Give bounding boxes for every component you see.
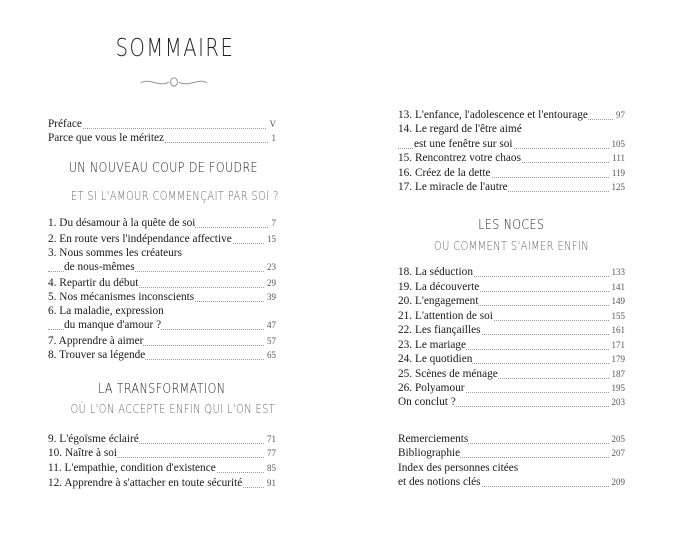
toc-page-number: 179 (609, 352, 626, 366)
swirl-ornament-icon (139, 74, 209, 90)
toc-page-number: 85 (264, 461, 276, 475)
toc-entry-title: 1. Du désamour à la quête de soi (48, 217, 196, 229)
toc-entry-title: 11. L'empathie, condition d'existence (48, 462, 216, 474)
toc-entry-title: 3. Nous sommes les créateurs (48, 247, 182, 259)
toc-entry (48, 216, 276, 230)
toc-entry (398, 137, 625, 151)
toc-entry-title: 10. Naître à soi (48, 447, 118, 459)
toc-entry-title: 8. Trouver sa légende (48, 349, 146, 361)
toc-entry (48, 131, 276, 145)
toc-entry (398, 446, 625, 460)
toc-page-number: 171 (609, 338, 626, 352)
toc-entry-title: 16. Créez de la dette (398, 167, 491, 179)
toc-entry (48, 334, 276, 348)
toc-entry-title: est une fenêtre sur soi (414, 138, 513, 150)
toc-entry-title: Index des personnes citées (398, 462, 519, 474)
toc-entry-title: 17. Le miracle de l'autre (398, 181, 508, 193)
toc-page-number: 7 (269, 216, 277, 230)
toc-entry (48, 476, 276, 490)
toc-entry (48, 348, 276, 362)
toc-page-number: 209 (609, 475, 626, 489)
toc-entry (48, 446, 276, 460)
toc-page-number: 29 (264, 276, 276, 290)
toc-entry-title: Bibliographie (398, 447, 461, 459)
toc-page-number: 57 (264, 334, 276, 348)
toc-page-number: 65 (264, 348, 276, 362)
toc-entry (48, 246, 276, 260)
toc-page-number: 141 (609, 280, 626, 294)
toc-page-number: 111 (609, 151, 625, 165)
toc-entry-title: 7. Apprendre à aimer (48, 335, 144, 347)
toc-page-number: 133 (609, 265, 626, 279)
toc-entry (398, 280, 625, 294)
toc-page-number: 187 (609, 367, 626, 381)
toc-entry-title: 19. La découverte (398, 281, 480, 293)
toc-entry-title: 14. Le regard de l'être aimé (398, 123, 522, 135)
toc-entry (398, 180, 625, 194)
toc-entry (48, 260, 276, 274)
toc-page-number: 77 (264, 446, 276, 460)
toc-page-number: 149 (609, 294, 626, 308)
toc-entry-title: 25. Scènes de ménage (398, 368, 498, 380)
toc-entry-title: 5. Nos mécanismes inconscients (48, 291, 195, 303)
toc-entry-title: 15. Rencontrez votre chaos (398, 152, 521, 164)
toc-entry (398, 432, 625, 446)
toc-page-number: 23 (264, 260, 276, 274)
toc-entry (48, 276, 276, 290)
page-title: SOMMAIRE (115, 33, 235, 62)
toc-entry (398, 151, 625, 165)
toc-page-number: 71 (264, 432, 276, 446)
toc-entry (398, 108, 625, 122)
toc-entry (48, 232, 276, 246)
toc-page-number: 125 (609, 180, 626, 194)
toc-page-number: 155 (609, 309, 626, 323)
toc-page-number: V (267, 117, 277, 131)
toc-entry-title: On conclut ? (398, 396, 456, 408)
toc-entry (398, 265, 625, 279)
toc-entry-title: 4. Repartir du début (48, 277, 139, 289)
toc-entry-title: 9. L'égoïsme éclairé (48, 433, 139, 445)
toc-entry-title: 13. L'enfance, l'adolescence et l'entourage (398, 109, 588, 121)
toc-page-number: 105 (609, 137, 626, 151)
section-subtitle: ET SI L'AMOUR COMMENÇAIT PAR SOI ? (70, 189, 279, 203)
toc-entry (398, 309, 625, 323)
toc-entry-title: 18. La séduction (398, 266, 473, 278)
section-heading: UN NOUVEAU COUP DE FOUDRE (68, 160, 258, 176)
toc-entry-title: 23. Le mariage (398, 339, 467, 351)
toc-page-number: 1 (269, 131, 277, 145)
toc-page-number: 97 (613, 108, 625, 122)
toc-page-number: 203 (609, 395, 626, 409)
toc-entry (48, 461, 276, 475)
toc-entry (398, 461, 625, 475)
toc-entry (398, 367, 625, 381)
toc-entry-title: 26. Polyamour (398, 382, 465, 394)
toc-entry (48, 432, 276, 446)
toc-entry (48, 304, 276, 318)
toc-entry-title: 21. L'attention de soi (398, 310, 493, 322)
toc-entry (398, 395, 625, 409)
toc-entry (398, 338, 625, 352)
toc-page-number: 207 (609, 446, 626, 460)
toc-entry (398, 166, 625, 180)
section-heading: LES NOCES (478, 217, 545, 233)
toc-page-number: 195 (609, 381, 626, 395)
section-subtitle: OÙ L'ON ACCEPTE ENFIN QUI L'ON EST (70, 402, 276, 416)
dot-leader (48, 128, 276, 129)
section-heading: LA TRANSFORMATION (98, 381, 226, 397)
toc-entry (48, 318, 276, 332)
toc-page-number: 205 (609, 432, 626, 446)
toc-entry-title: 22. Les fiançailles (398, 324, 481, 336)
toc-entry-title: Parce que vous le méritez (48, 132, 165, 144)
toc-entry (398, 352, 625, 366)
toc-entry-title: 24. Le quotidien (398, 353, 473, 365)
toc-entry (398, 381, 625, 395)
toc-entry-title: 6. La maladie, expression (48, 305, 164, 317)
toc-entry (398, 294, 625, 308)
toc-entry-title: Remerciements (398, 433, 469, 445)
toc-entry-title: Préface (48, 118, 82, 130)
toc-entry-title: et des notions clés (398, 476, 481, 488)
toc-page-number: 119 (609, 166, 625, 180)
section-subtitle: OU COMMENT S'AIMER ENFIN (433, 239, 589, 253)
toc-entry-title: 12. Apprendre à s'attacher en toute sécurité (48, 477, 243, 489)
toc-entry (398, 122, 625, 136)
toc-page-number: 91 (264, 476, 276, 490)
toc-entry (48, 290, 276, 304)
toc-entry (48, 117, 276, 131)
toc-page-number: 161 (609, 323, 626, 337)
toc-entry-title: du manque d'amour ? (64, 319, 162, 331)
toc-entry-title: de nous-mêmes (64, 261, 135, 273)
toc-entry-title: 2. En route vers l'indépendance affective (48, 233, 232, 245)
toc-entry-title: 20. L'engagement (398, 295, 479, 307)
toc-entry (398, 323, 625, 337)
toc-page-number: 47 (264, 318, 276, 332)
toc-page-number: 39 (264, 290, 276, 304)
toc-page-number: 15 (264, 232, 276, 246)
toc-entry (398, 475, 625, 489)
